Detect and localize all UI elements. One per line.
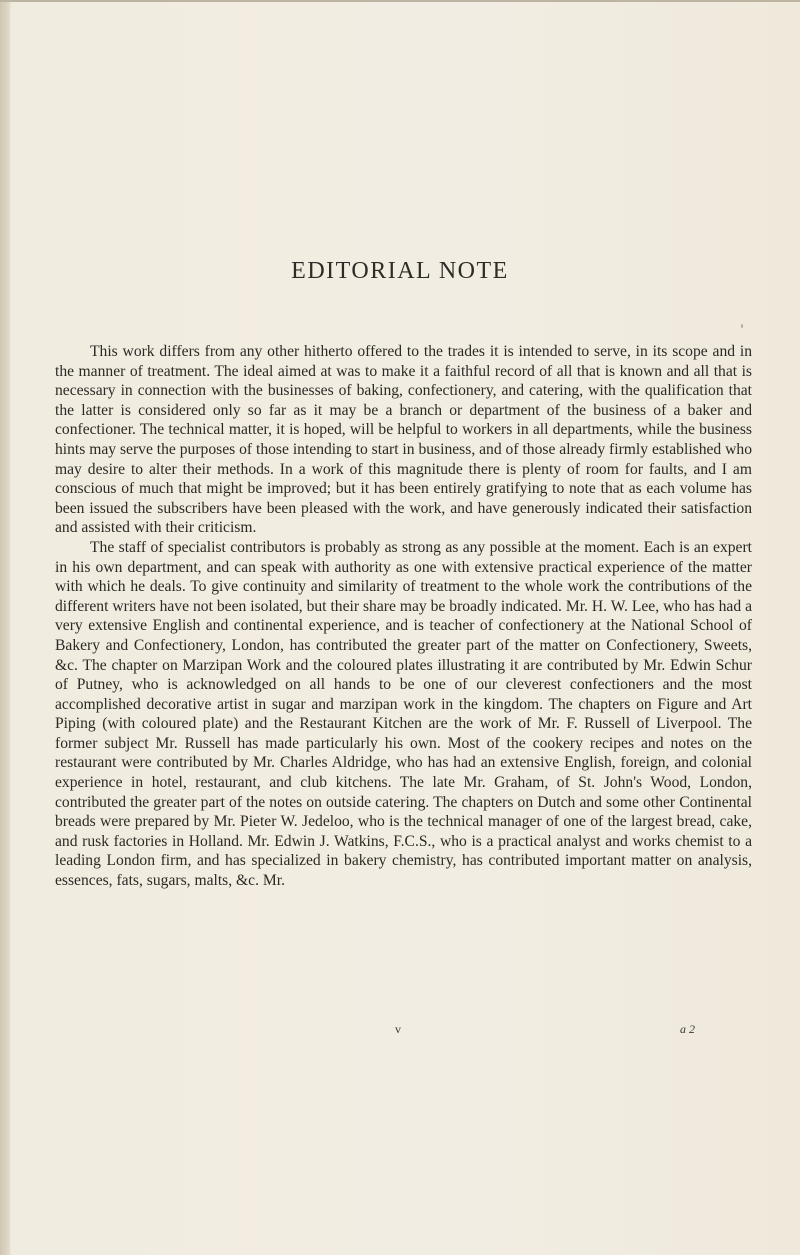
paper-speck	[741, 324, 743, 328]
paragraph-intro: This work differs from any other hitherto offered to the trades it is intended to serve, in its scope and in the manner of treatment. The ideal aimed at was to make it a faithful record of all that is known and all that is necessary in connection with the businesses of baking, confectionery, and catering, with the qualification that the latter is considered only so far as it may be a branch or department of the business of a baker and confectioner. The technical matter, it is hoped, will be helpful to workers in all departments, while the business hints may serve the purposes of those intending to start in business, and of those already firmly established who may desire to alter their methods. In a work of this magnitude there is plenty of room for faults, and I am conscious of much that might be improved; but it has been entirely gratifying to note that as each volume has been issued the subscribers have been pleased with the work, and have generously indicated their satisfaction and assisted with their criticism.	[55, 343, 752, 537]
paragraph-contributors: The staff of specialist contributors is probably as strong as any possible at the moment. Each is an expert in his own department, and can speak with authority as one with extensive practical experience of the matter with which he deals. To give continuity and similarity of treatment to the whole work the contributions of the different writers have not been isolated, but their share may be broadly indicated. Mr. H. W. Lee, who has had a very extensive English and continental experience, and is teacher of confectionery at the National School of Bakery and Confectionery, London, has contributed the greater part of the matter on Confectionery, Sweets, &c. The chapter on Marzipan Work and the coloured plates illustrating it are contributed by Mr. Edwin Schur of Putney, who is acknowledged on all hands to be one of our cleverest confectioners and the most accomplished decorative artist in sugar and marzipan work in the kingdom. The chapters on Figure and Art Piping (with coloured plate) and the Restaurant Kitchen are the work of Mr. F. Russell of Liverpool. The former subject Mr. Russell has made particularly his own. Most of the cookery recipes and notes on the restaurant were contributed by Mr. Charles Aldridge, who has had an extensive English, foreign, and colonial experience in hotel, restaurant, and club kitchens. The late Mr. Graham, of St. John's Wood, London, contributed the greater part of the notes on outside catering. The chapters on Dutch and some other Continental breads were prepared by Mr. Pieter W. Jedeloo, who is the technical manager of one of the largest bread, cake, and rusk factories in Holland. Mr. Edwin J. Watkins, F.C.S., who is a practical analyst and works chemist to a leading London firm, and has specialized in bakery chemistry, has contributed important matter on analysis, essences, fats, sugars, malts, &c. Mr.	[55, 538, 752, 890]
page-number: v	[395, 1022, 401, 1036]
page-top-edge	[0, 0, 800, 2]
editorial-body	[55, 342, 752, 891]
signature-mark: a 2	[680, 1022, 695, 1036]
page-binding-edge	[0, 0, 10, 1255]
page-title: EDITORIAL NOTE	[291, 258, 509, 284]
